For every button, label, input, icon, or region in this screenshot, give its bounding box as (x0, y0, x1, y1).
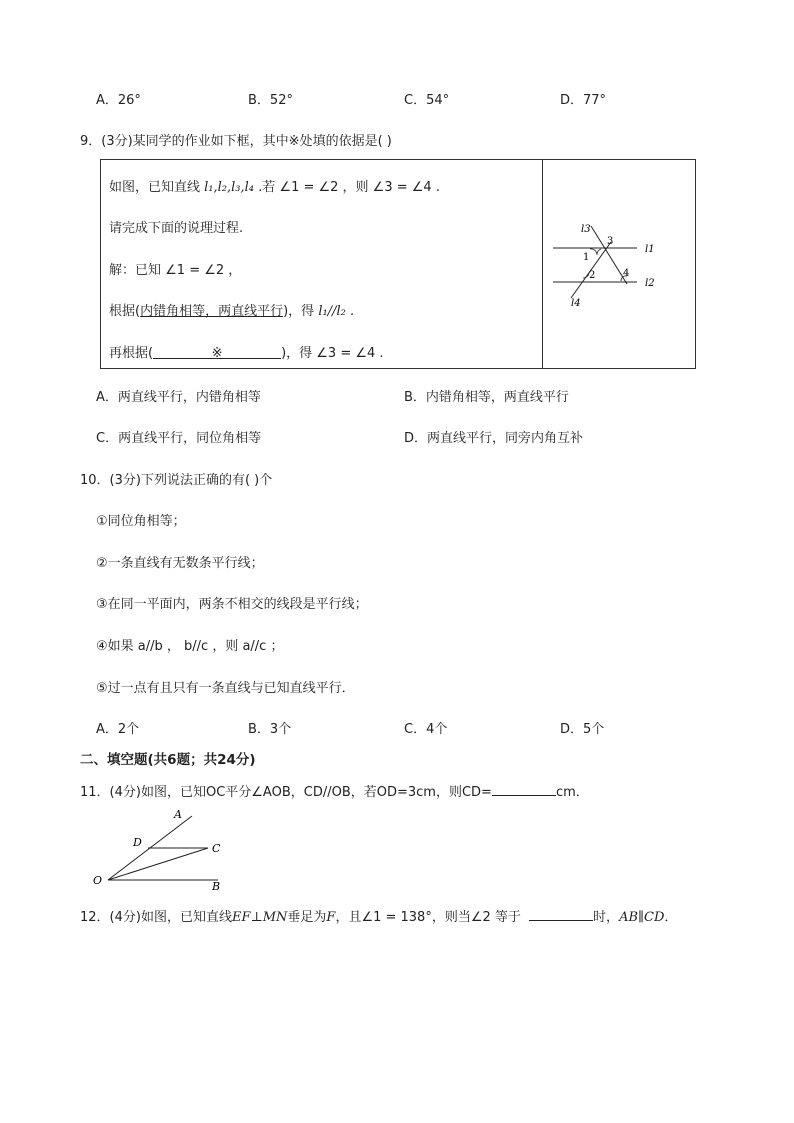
statement-2: ②一条直线有无数条平行线； (96, 556, 264, 571)
fig-angle-1: 1 (583, 252, 590, 263)
fig-label-l3: l3 (581, 224, 591, 235)
question-11-stem (80, 781, 589, 800)
q12-point-f: F (326, 910, 336, 925)
box-line-1-text-a: 如图，已知直线 (109, 180, 205, 195)
statement-4: ④如果 a//b ， b//c ，则 a//c ； (96, 639, 284, 654)
section-title: 二、填空题(共6题；共24分) (80, 752, 256, 768)
option-d: D．77° (560, 93, 607, 108)
option-b: B．内错角相等，两直线平行 (404, 390, 569, 405)
q11-text-a: 11．(4分)如图，已知OC平分∠AOB，CD//OB，若OD=3cm，则CD= (80, 785, 492, 800)
fig-label-d: D (133, 836, 142, 849)
q11-text-b: cm． (555, 785, 589, 800)
box-line-5-text-b: )，得 ∠3 = ∠4 . (281, 346, 384, 361)
question-12-stem (80, 906, 677, 925)
box-line-5-text-a: 再根据( (109, 346, 154, 361)
box-line-4-text-b: )，得 (283, 304, 319, 319)
box-line-4-parallel: l₁//l₂ (318, 304, 346, 319)
box-line-3: 解：已知 ∠1 = ∠2 ， (109, 263, 242, 278)
q12-text-d: 时， (593, 910, 620, 925)
question-10-stem: 10．(3分)下列说法正确的有( )个 (80, 473, 273, 488)
angle-bisector-figure (88, 806, 238, 892)
box-line-5-blank: ※ (153, 346, 281, 359)
fig-angle-4: 4 (623, 268, 630, 279)
fig-label-l2: l2 (645, 278, 655, 289)
statement-1: ①同位角相等； (96, 514, 186, 529)
box-line-4-text-a: 根据( (109, 304, 141, 319)
fig-label-l1: l1 (645, 244, 655, 255)
box-line-4-reason: 内错角相等，两直线平行 (140, 304, 284, 319)
fig-angle-2: 2 (589, 270, 596, 281)
option-a: A．26° (96, 93, 141, 108)
option-d: D．两直线平行，同旁内角互补 (404, 431, 584, 446)
fig-angle-3: 3 (607, 236, 614, 247)
option-a: A．两直线平行，内错角相等 (96, 390, 261, 405)
parallel-lines-figure (545, 160, 695, 368)
option-a: A．2个 (96, 722, 140, 737)
box-line-5 (109, 342, 384, 361)
option-b: B．3个 (248, 722, 292, 737)
fig-label-l4: l4 (571, 298, 581, 309)
fig-label-a: A (174, 808, 182, 821)
option-c: C．4个 (404, 722, 448, 737)
box-line-4 (109, 300, 354, 319)
question-9-stem: 9．(3分)某同学的作业如下框，其中※处填的依据是( ) (80, 134, 392, 149)
box-line-1-text-b: .若 ∠1 = ∠2 ，则 ∠3 = ∠4 . (254, 180, 440, 195)
option-d: D．5个 (560, 722, 605, 737)
box-line-2: 请完成下面的说理过程. (109, 221, 244, 236)
option-c: C．两直线平行，同位角相等 (96, 431, 262, 446)
fig-label-b: B (212, 880, 221, 892)
q12-perpendicular: EF⊥MN (231, 910, 288, 925)
fig-label-o: O (93, 874, 103, 887)
homework-box (100, 159, 696, 369)
box-line-1 (109, 176, 440, 195)
q12-text-e: ． (664, 910, 678, 925)
box-line-4-text-c: . (345, 304, 355, 319)
q12-text-a: 12．(4分)如图，已知直线 (80, 910, 232, 925)
option-b: B．52° (248, 93, 293, 108)
statement-5: ⑤过一点有且只有一条直线与已知直线平行． (96, 681, 355, 696)
q11-answer-blank (492, 783, 556, 796)
box-divider (542, 160, 543, 368)
q12-parallel: AB∥CD (619, 910, 665, 925)
q12-answer-blank (529, 908, 593, 921)
fig-label-c: C (212, 842, 221, 855)
q12-text-b: 垂足为 (287, 910, 327, 925)
option-c: C．54° (404, 93, 450, 108)
statement-3: ③在同一平面内，两条不相交的线段是平行线； (96, 597, 368, 612)
box-line-1-lines: l₁,l₂,l₃,l₄ (204, 180, 255, 195)
q12-text-c: ，且∠1 = 138°，则当∠2 等于 (335, 910, 521, 925)
